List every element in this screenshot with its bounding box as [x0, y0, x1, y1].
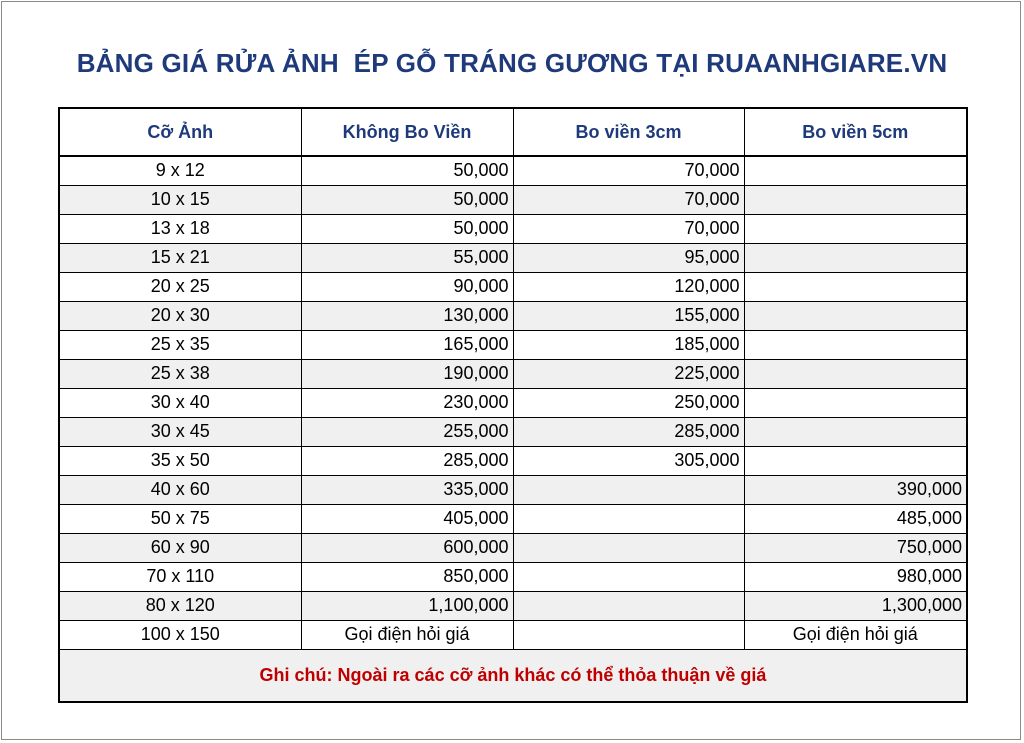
no-border-price: 50,000	[301, 214, 513, 243]
no-border-price: 190,000	[301, 359, 513, 388]
size-cell: 20 x 30	[59, 301, 301, 330]
size-cell: 15 x 21	[59, 243, 301, 272]
size-cell: 80 x 120	[59, 591, 301, 620]
border-3cm-price: 120,000	[513, 272, 744, 301]
border-5cm-price: 980,000	[744, 562, 967, 591]
border-5cm-price	[744, 156, 967, 185]
table-row	[59, 185, 967, 214]
border-3cm-price	[513, 533, 744, 562]
table-row	[59, 504, 967, 533]
no-border-price: 130,000	[301, 301, 513, 330]
table-row	[59, 301, 967, 330]
size-cell: 25 x 38	[59, 359, 301, 388]
border-5cm-price: 750,000	[744, 533, 967, 562]
border-3cm-price: 185,000	[513, 330, 744, 359]
no-border-price: 50,000	[301, 156, 513, 185]
table-row	[59, 359, 967, 388]
no-border-price: 405,000	[301, 504, 513, 533]
size-cell: 13 x 18	[59, 214, 301, 243]
border-3cm-price	[513, 504, 744, 533]
page-title: BẢNG GIÁ RỬA ẢNH ÉP GỖ TRÁNG GƯƠNG TẠI RUAANHGIARE.VN	[76, 48, 948, 78]
border-5cm-price: 390,000	[744, 475, 967, 504]
no-border-price: 600,000	[301, 533, 513, 562]
border-5cm-price	[744, 388, 967, 417]
no-border-price: Gọi điện hỏi giá	[301, 620, 513, 649]
no-border-price: 55,000	[301, 243, 513, 272]
table-row	[59, 330, 967, 359]
table-row	[59, 388, 967, 417]
border-5cm-price	[744, 214, 967, 243]
border-3cm-price: 70,000	[513, 156, 744, 185]
table-row	[59, 417, 967, 446]
border-3cm-price: 285,000	[513, 417, 744, 446]
border-3cm-price: 70,000	[513, 185, 744, 214]
table-row	[59, 446, 967, 475]
border-5cm-price	[744, 446, 967, 475]
border-3cm-price: 305,000	[513, 446, 744, 475]
no-border-price: 90,000	[301, 272, 513, 301]
border-3cm-price	[513, 562, 744, 591]
border-3cm-price: 225,000	[513, 359, 744, 388]
table-row	[59, 533, 967, 562]
border-5cm-price	[744, 330, 967, 359]
size-cell: 30 x 45	[59, 417, 301, 446]
border-3cm-price: 250,000	[513, 388, 744, 417]
size-cell: 25 x 35	[59, 330, 301, 359]
no-border-price: 285,000	[301, 446, 513, 475]
table-row	[59, 272, 967, 301]
size-cell: 50 x 75	[59, 504, 301, 533]
border-3cm-price	[513, 620, 744, 649]
price-table	[58, 107, 968, 703]
size-cell: 35 x 50	[59, 446, 301, 475]
border-3cm-price: 95,000	[513, 243, 744, 272]
border-5cm-price	[744, 185, 967, 214]
size-cell: 20 x 25	[59, 272, 301, 301]
header-no-border: Không Bo Viền	[301, 108, 513, 156]
no-border-price: 255,000	[301, 417, 513, 446]
no-border-price: 165,000	[301, 330, 513, 359]
header-size: Cỡ Ảnh	[59, 108, 301, 156]
size-cell: 9 x 12	[59, 156, 301, 185]
table-row	[59, 243, 967, 272]
border-5cm-price	[744, 417, 967, 446]
size-cell: 30 x 40	[59, 388, 301, 417]
border-5cm-price: Gọi điện hỏi giá	[744, 620, 967, 649]
header-row	[59, 108, 967, 156]
header-border-5cm: Bo viền 5cm	[744, 108, 967, 156]
table-row	[59, 591, 967, 620]
border-5cm-price	[744, 272, 967, 301]
price-note: Ghi chú: Ngoài ra các cỡ ảnh khác có thể thỏa thuận về giá	[59, 649, 967, 702]
price-table-header	[59, 108, 967, 156]
size-cell: 70 x 110	[59, 562, 301, 591]
border-3cm-price	[513, 591, 744, 620]
price-table-body	[59, 156, 967, 649]
size-cell: 100 x 150	[59, 620, 301, 649]
header-border-3cm: Bo viền 3cm	[513, 108, 744, 156]
size-cell: 60 x 90	[59, 533, 301, 562]
border-5cm-price	[744, 359, 967, 388]
table-row	[59, 562, 967, 591]
table-row	[59, 475, 967, 504]
border-3cm-price: 70,000	[513, 214, 744, 243]
no-border-price: 335,000	[301, 475, 513, 504]
table-row	[59, 214, 967, 243]
border-5cm-price: 1,300,000	[744, 591, 967, 620]
note-row	[59, 649, 967, 702]
no-border-price: 50,000	[301, 185, 513, 214]
no-border-price: 850,000	[301, 562, 513, 591]
table-row	[59, 620, 967, 649]
size-cell: 10 x 15	[59, 185, 301, 214]
border-5cm-price: 485,000	[744, 504, 967, 533]
price-table-footer	[59, 649, 967, 702]
no-border-price: 230,000	[301, 388, 513, 417]
border-5cm-price	[744, 243, 967, 272]
no-border-price: 1,100,000	[301, 591, 513, 620]
table-row	[59, 156, 967, 185]
border-3cm-price: 155,000	[513, 301, 744, 330]
border-5cm-price	[744, 301, 967, 330]
size-cell: 40 x 60	[59, 475, 301, 504]
border-3cm-price	[513, 475, 744, 504]
